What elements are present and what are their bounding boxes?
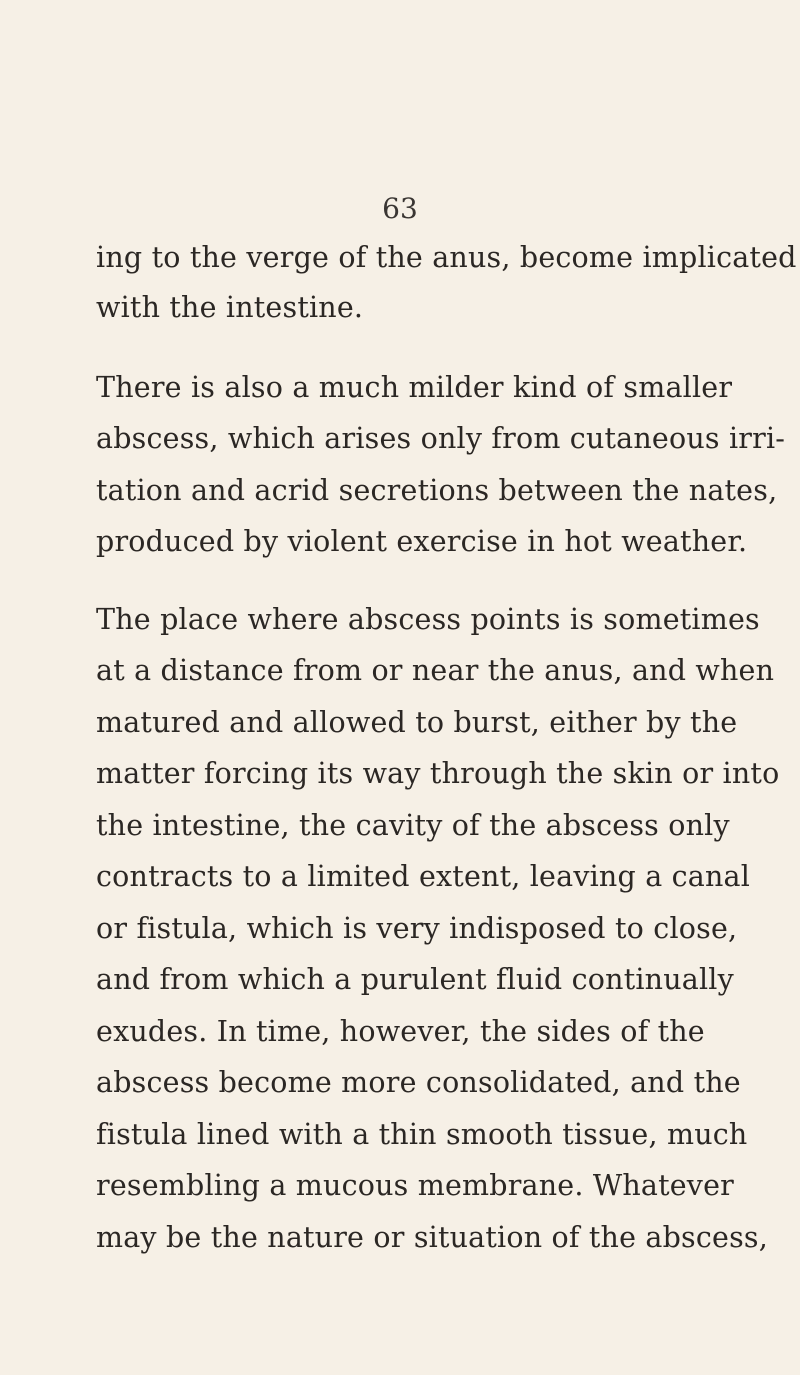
text-line: or fistula, which is very indisposed to close, [96, 912, 738, 945]
text-line: produced by violent exercise in hot weather. [96, 525, 748, 558]
text-line: The place where abscess points is sometimes [96, 603, 760, 636]
text-line: the intestine, the cavity of the abscess only [96, 809, 730, 842]
text-line: matured and allowed to burst, either by the [96, 706, 738, 739]
text-line: ing to the verge of the anus, become implicated [96, 241, 797, 274]
text-line: fistula lined with a thin smooth tissue, much [96, 1118, 748, 1151]
page-number: 63 [382, 192, 418, 225]
text-line: abscess become more consolidated, and the [96, 1066, 741, 1099]
text-line: and from which a purulent fluid continually [96, 963, 734, 996]
text-line: There is also a much milder kind of smaller [96, 371, 733, 404]
text-line: tation and acrid secretions between the nates, [96, 474, 778, 507]
text-line: abscess, which arises only from cutaneous irri- [96, 422, 786, 455]
text-line: contracts to a limited extent, leaving a canal [96, 860, 751, 893]
text-line: at a distance from or near the anus, and when [96, 654, 775, 687]
text-line: resembling a mucous membrane. Whatever [96, 1169, 734, 1202]
text-line: may be the nature or situation of the abscess, [96, 1221, 769, 1254]
text-line: with the intestine. [96, 291, 364, 324]
text-line: matter forcing its way through the skin or into [96, 757, 780, 790]
text-line: exudes. In time, however, the sides of the [96, 1015, 705, 1048]
